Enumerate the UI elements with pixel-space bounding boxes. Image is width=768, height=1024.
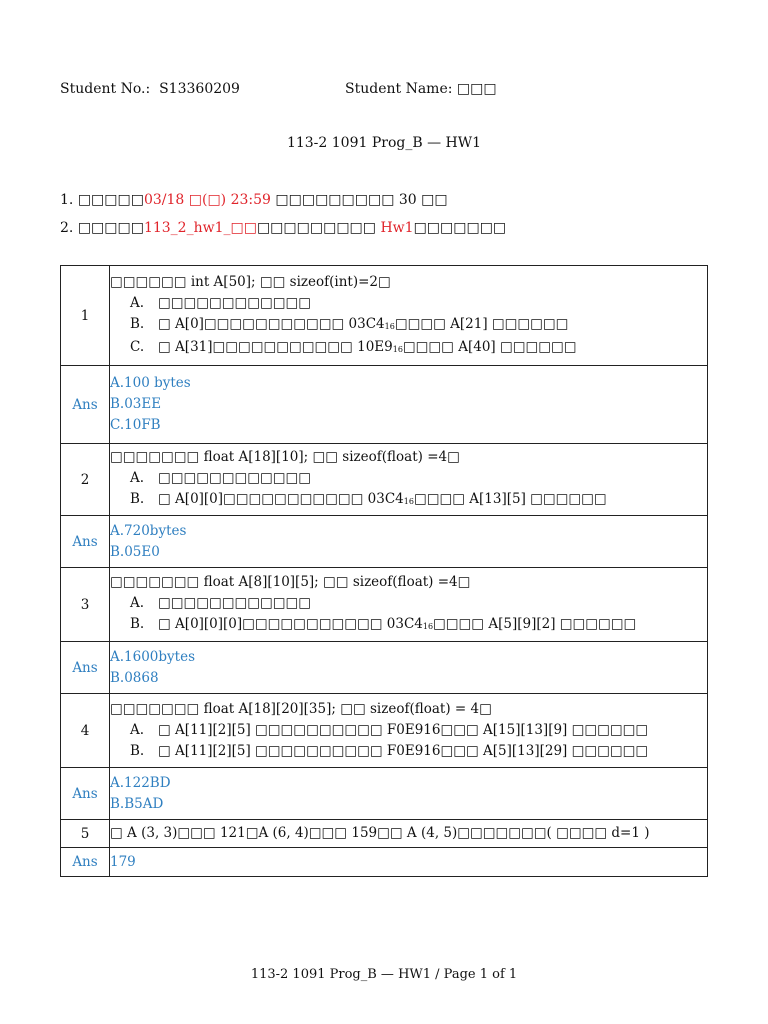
question-number: 2 [61,444,110,516]
instruction-number: 2. [60,220,74,236]
answer-cell [110,642,708,694]
answer-label: Ans [61,366,110,444]
instruction-text: □□□□□□□□□ [256,220,381,236]
option-b: B. □ A[0][0]□□□□□□□□□□□ $03C4_{16}□□□□$ A[13][5] □□□□□□ [130,491,607,507]
answer-cell [110,768,708,820]
question-row [61,266,708,366]
student-name-value: □□□ [456,81,497,97]
answer-line: A.100 bytes [110,375,191,391]
option-a: A. □ A[11][2][5] □□□□□□□□□□ F0E916□□□ A[15][13][9] □□□□□□ [130,722,649,738]
option-a: A. □□□□□□□□□□□□ [130,294,312,311]
option-a: A. □□□□□□□□□□□□ [130,595,312,611]
option-b: B. □ A[0][0][0]□□□□□□□□□□□ $03C4_{16}□□□□$ A[5][9][2] □□□□□□ [130,616,637,632]
document-title: 113-2 1091 Prog_B — HW1 [286,135,482,151]
question-text: □□□□□□□ float A[8][10][5]; □□ sizeof(float) =4□ [110,574,471,590]
homework-table [60,265,708,877]
answer-line: B.05E0 [110,543,160,560]
question-text: □□□□□□ int A[50]; □□ sizeof(int)=2□ [110,273,391,290]
answer-line: 179 [110,853,136,870]
answer-line: A.720bytes [110,522,187,539]
student-name-label: Student Name: [345,81,453,97]
question-cell [110,568,708,642]
instruction-text: □□□□□ [77,220,144,236]
instruction-text: □□□□□ [77,192,144,208]
question-text: □ A (3, 3)□□□ 121□A (6, 4)□□□ 159□□ A (4, 5)□□□□□□□( □□□□ d=1 ) [110,825,650,841]
instruction-text: □□□□□□□□□ 30 □□ [270,192,448,208]
student-no-label: Student No.: [60,81,151,97]
answer-row [61,768,708,820]
question-number: 1 [61,266,110,366]
student-header [60,81,497,97]
answer-cell [110,848,708,877]
option-b: B. □ A[11][2][5] □□□□□□□□□□ F0E916□□□ A[5][13][29] □□□□□□ [130,743,649,759]
answer-line: A.1600bytes [110,648,196,665]
page-footer: 113-2 1091 Prog_B — HW1 / Page 1 of 1 [250,967,518,982]
answer-label: Ans [61,768,110,820]
option-a: A. □□□□□□□□□□□□ [130,470,312,486]
folder-text: Hw1 [380,220,414,236]
answer-line: B.03EE [110,396,162,412]
student-no-line [60,81,240,97]
answer-label: Ans [61,516,110,568]
question-row [61,568,708,642]
option-b: B. □ A[0]□□□□□□□□□□□ $03C4_{16}□□□□$ A[21] □□□□□□ [130,315,569,332]
question-number: 5 [61,820,110,848]
student-name-line [345,81,497,97]
instruction-item [60,218,506,246]
question-cell [110,444,708,516]
answer-line: A.122BD [110,774,171,791]
answer-line: B.B5AD [110,795,164,812]
answer-cell [110,366,708,444]
question-row [61,694,708,768]
answer-row [61,516,708,568]
instruction-item [60,190,506,218]
question-text: □□□□□□□ float A[18][20][35]; □□ sizeof(float) = 4□ [110,701,492,717]
instruction-number: 1. [60,192,74,208]
question-row [61,444,708,516]
answer-row [61,848,708,877]
question-text: □□□□□□□ float A[18][10]; □□ sizeof(float) =4□ [110,449,460,465]
answer-line: B.0868 [110,669,159,686]
deadline-text: 03/18 □(□) 23:59 [143,192,271,208]
student-no-value: S13360209 [159,81,240,97]
question-cell [110,820,708,848]
answer-row [61,642,708,694]
answer-row [61,366,708,444]
answer-label: Ans [61,848,110,877]
question-cell [110,266,708,366]
answer-cell [110,516,708,568]
question-number: 3 [61,568,110,642]
option-c: C. □ A[31]□□□□□□□□□□□ $10E9_{16}□□□□$ A[40] □□□□□□ [130,338,577,355]
instruction-text: □□□□□□□ [413,220,507,236]
filename-text: 113_2_hw1_□□ [143,220,257,236]
answer-label: Ans [61,642,110,694]
question-cell [110,694,708,768]
answer-line: C.10FB [110,417,161,433]
question-row [61,820,708,848]
instructions [60,190,506,246]
question-number: 4 [61,694,110,768]
